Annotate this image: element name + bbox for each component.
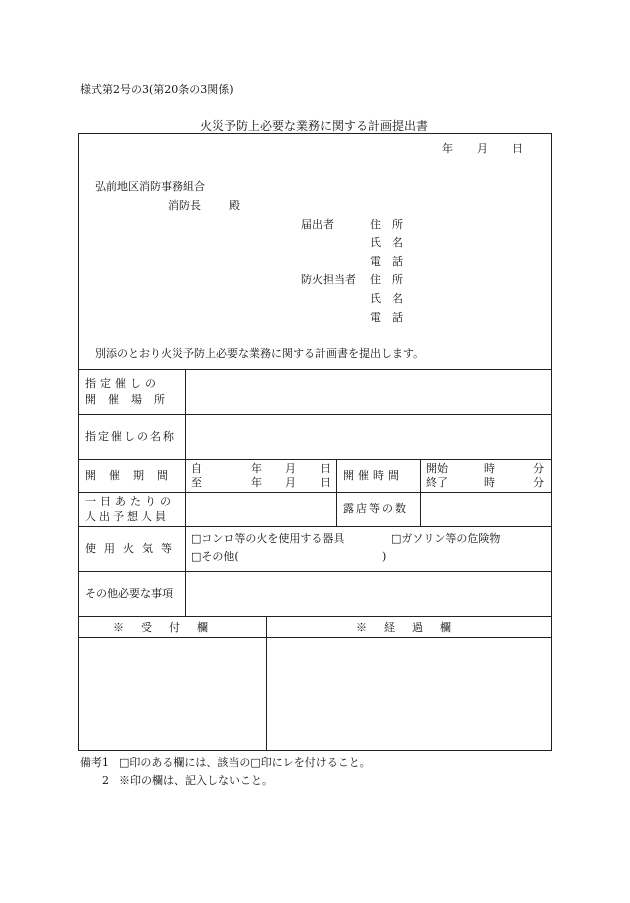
hours-label: 開催時間 (343, 469, 403, 482)
form-title: 火災予防上必要な業務に関する計画提出書 (200, 119, 429, 133)
progress-label: ※ 経 過 欄 (356, 621, 454, 634)
note2: ※印の欄は、記入しないこと。 (119, 774, 273, 787)
stalls-label: 露店等の数 (343, 502, 408, 515)
other-matters-label: その他必要な事項 (85, 587, 173, 600)
option-other[interactable]: □その他( (191, 550, 239, 563)
rule-fireuse-top (78, 526, 552, 527)
event-name-label: 指定催しの名称 (85, 430, 176, 443)
hours-end-minute: 分 (533, 476, 544, 489)
hours-end-hour: 時 (484, 476, 495, 489)
applicant-address: 住 所 (370, 218, 403, 231)
applicant-phone: 電 話 (370, 255, 403, 268)
addressee-honorific: 殿 (229, 199, 240, 212)
date-year: 年 (442, 142, 453, 155)
fire-manager-phone: 電 話 (370, 311, 403, 324)
rule-reception-top (78, 616, 552, 617)
applicant-name: 氏 名 (370, 236, 403, 249)
rule-reception-body-top (78, 637, 552, 638)
period-to-month: 月 (285, 476, 296, 489)
attendance-label-line1: 一日あたりの (85, 495, 175, 508)
note2-prefix: 2 (102, 774, 109, 787)
rule-hours-right (420, 459, 421, 526)
frame-left (78, 133, 79, 751)
rule-reception-divider (266, 616, 267, 751)
period-from: 自 (191, 462, 202, 475)
period-from-month: 月 (285, 462, 296, 475)
hours-end: 終了 (426, 476, 448, 489)
attendance-label-line2: 人出予想人員 (85, 510, 169, 523)
rule-period-top (78, 459, 552, 460)
rule-period-right (336, 459, 337, 526)
statement: 別添のとおり火災予防上必要な業務に関する計画書を提出します。 (95, 347, 425, 360)
fire-manager-name: 氏 名 (370, 292, 403, 305)
applicant-label: 届出者 (301, 218, 334, 231)
venue-label-line1: 指定催しの (85, 377, 160, 390)
rule-attendance-top (78, 492, 552, 493)
form-number: 様式第2号の3(第20条の3関係) (80, 83, 234, 96)
note1: □印のある欄には、該当の□印にレを付けること。 (119, 756, 371, 769)
venue-label-line2: 開催場所 (85, 393, 177, 406)
rule-name-top (78, 414, 552, 415)
fire-manager-address: 住 所 (370, 273, 403, 286)
rule-venue-top (78, 369, 552, 370)
hours-start: 開始 (426, 462, 448, 475)
reception-label: ※ 受 付 欄 (113, 621, 211, 634)
frame-right (551, 133, 552, 751)
rule-label-column (185, 369, 186, 617)
period-from-day: 日 (320, 462, 331, 475)
addressee-chief: 消防長 (168, 199, 201, 212)
option-gasoline[interactable]: □ガソリン等の危険物 (391, 532, 501, 545)
period-to-day: 日 (320, 476, 331, 489)
frame-top (78, 133, 552, 134)
note1-prefix: 備考1 (80, 756, 109, 769)
period-to-year: 年 (251, 476, 262, 489)
hours-start-hour: 時 (484, 462, 495, 475)
option-other-close: ) (382, 550, 387, 563)
period-to: 至 (191, 476, 202, 489)
date-month: 月 (477, 142, 488, 155)
period-label: 開催期間 (85, 469, 181, 482)
rule-other-top (78, 571, 552, 572)
addressee-org: 弘前地区消防事務組合 (95, 180, 205, 193)
period-from-year: 年 (251, 462, 262, 475)
fire-manager-label: 防火担当者 (301, 273, 356, 286)
hours-start-minute: 分 (533, 462, 544, 475)
frame-bottom (78, 750, 552, 751)
fire-use-label: 使用火気等 (85, 542, 180, 555)
option-stove[interactable]: □コンロ等の火を使用する器具 (191, 532, 345, 545)
date-day: 日 (512, 142, 523, 155)
